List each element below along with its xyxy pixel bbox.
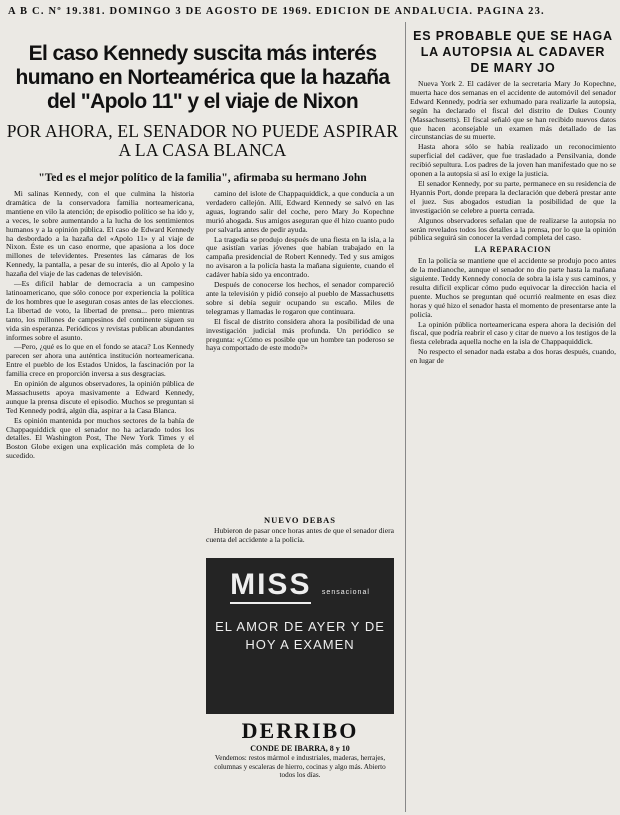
note-heading: NUEVO DEBAS bbox=[264, 515, 336, 525]
paragraph: La tragedia se produjo después de una fiesta en la isla, a la que asistían varias jóvenes que habían trabajado en la campaña presidencial de Robert Kennedy. Ted y sus amigos no avisaron a la policía hasta la mañana siguiente, cuando el cadáver había sido ya encontrado. bbox=[206, 234, 394, 280]
paragraph: El senador Kennedy, por su parte, permanece en su residencia de Hyannis Port, donde prepara la declaración que deberá prestar ante el juez. Sus abogados estudian la posibilidad de que la investigación se celebre a puerta cerrada. bbox=[410, 178, 616, 215]
paragraph: camino del islote de Chappaquiddick, a que conducía a un verdadero callejón. Allí, Edward Kennedy se salvó en las aguas, logrando salir del coche, pero Mary Jo Kopechne murió ahogada. Sus amigos aseguran que él hizo cuanto pudo por salvarla antes de pedir ayuda. bbox=[206, 190, 394, 234]
paragraph: En opinión de algunos observadores, la opinión pública de Massachusetts apoya masivamente a Edward Kennedy, aunque la prensa discute el episodio. Muchos se preguntan si Ted Kennedy podrá, algún día, aspirar a la Casa Blanca. bbox=[6, 379, 194, 415]
ad-description: Vendemos: restos mármol e industriales, maderas, herrajes, columnas y escaleras de hierro, cocinas y algo más. Abierto todos los días. bbox=[214, 754, 386, 779]
paragraph: En la policía se mantiene que el accidente se produjo poco antes de la medianoche, aunque el senador no dio parte hasta la mañana siguiente. Teddy Kennedy conocía de sobra la isla y sus caminos, y resulta difícil explicar cómo pudo equivocar la dirección hacia el puente. Muchos se preguntan qué ocurrió realmente en esas diez horas y qué hizo el senador hasta el momento de presentarse ante la policía. bbox=[410, 256, 616, 319]
paragraph: Mi salinas Kennedy, con el que culmina la historia dramática de la conservadora familia norteamericana, mantiene en vilo la atención; de episodio político se ha ido y, a veces, le sobre aumentando a la lucha de los sentimientos humanos y a la opinión pública. El caso de Edward Kennedy ha desbordado a la hazaña del «Apolo 11» y al viaje de Nixon. Éste es un caso enorme, que apasiona a los doce millones de televidentes. Presentes las cámaras de los Kennedy, la pantalla, a pesar de su interés, dio al Apolo y la hazaña del viaje de las cadenas de televisión. bbox=[6, 189, 194, 279]
ad-tagline: sensacional bbox=[321, 589, 370, 596]
side-article bbox=[405, 22, 616, 812]
paragraph: La opinión pública norteamericana espera ahora la decisión del fiscal, que podría reabrir el caso y citar de nuevo a los testigos de la fiesta celebrada aquella noche en la isla de Chappaquiddick. bbox=[410, 319, 616, 347]
ad-address: CONDE DE IBARRA, 8 y 10 bbox=[250, 744, 350, 753]
main-article bbox=[6, 22, 399, 812]
article-headline: El caso Kennedy suscita más interés humano en Norteamérica que la hazaña del "Apolo 11" y el viaje de Nixon bbox=[15, 42, 390, 113]
side-subheading: LA REPARACION bbox=[474, 245, 552, 255]
masthead: A B C. Nº 19.381. DOMINGO 3 DE AGOSTO DE 1969. EDICION DE ANDALUCIA. PAGINA 23. bbox=[8, 6, 545, 17]
ad-title-line-2: HOY A EXAMEN bbox=[245, 637, 355, 652]
article-subheadline: POR AHORA, EL SENADOR NO PUEDE ASPIRAR A LA CASA BLANCA bbox=[6, 121, 399, 160]
note-text: Hubieron de pasar once horas antes de que el senador diera cuenta del accidente a la policía. bbox=[206, 525, 394, 544]
paragraph: Nueva York 2. El cadáver de la secretaria Mary Jo Kopechne, muerta hace dos semanas en el accidente de automóvil del senador Edward Kennedy, podría ser exhumado para realizarle la autopsia, según ha declarado el fiscal del distrito de Dukes County (Massachusetts). El fiscal señaló que se han recibido nuevos datos que hacen aconsejable un examen más detallado de las circunstancias de su muerte. bbox=[410, 79, 616, 142]
advertisement bbox=[206, 558, 394, 788]
paragraph: —Pero, ¿qué es lo que en el fondo se ataca? Los Kennedy parecen ser ahora una auténtica institución norteamericana. Entre el pueblo de los Estados Unidos, la fascinación por la familia crece en proporción inversa a sus desgracias. bbox=[6, 342, 194, 379]
paragraph: —Es difícil hablar de democracia a un campesino latinoamericano, que sólo conoce por experiencia la política de los hombres que le aseguran cosas antes de las elecciones. La libertad de voto, la libertad de prensa... pero mientras tanto, los millones de campesinos del continente siguen su vida sin esperanza. Periódicos y revistas publican abundantes informes sobre el asunto. bbox=[6, 279, 194, 342]
article-kicker: "Ted es el mejor político de la familia", afirmaba su hermano John bbox=[38, 172, 367, 184]
article-columns bbox=[6, 190, 399, 810]
ad-company-name: DERRIBO bbox=[241, 718, 359, 743]
article-column-2 bbox=[206, 190, 394, 510]
side-footer: No respecto el senador nada estaba a dos horas después, cuando, en lugar de bbox=[410, 347, 616, 366]
ad-brand: MISS bbox=[230, 568, 311, 604]
paragraph: Hasta ahora sólo se había realizado un reconocimiento superficial del cadáver, que fue trasladado a Pensilvania, donde recibió sepultura. Los padres de la joven han manifestado que no se oponen a la autopsia si así lo exige la justicia. bbox=[410, 142, 616, 179]
paragraph: Después de conocerse los hechos, el senador compareció ante la televisión y pidió consejo al pueblo de Massachusetts sobre si debía seguir ocupando su escaño. Miles de telegramas y llamadas le rogaron que continuara. bbox=[206, 280, 394, 316]
ad-strip bbox=[206, 714, 394, 788]
paragraph: Algunos observadores señalan que de realizarse la autopsia no serán revelados todos los detalles a la prensa, por lo que la opinión pública seguirá sin conocer la verdad completa del caso. bbox=[410, 215, 616, 243]
side-body bbox=[410, 80, 616, 366]
note-box bbox=[206, 512, 394, 546]
paragraph: Es opinión mantenida por muchos sectores de la bahía de Chappaquiddick que el senador no ha aclarado todos los detalles. El Washington Post, The New York Times y el Boston Globe exigen una explicación más completa de lo sucedido. bbox=[6, 415, 194, 461]
ad-title-line-1: EL AMOR DE AYER Y DE bbox=[215, 619, 385, 634]
side-headline: ES PROBABLE QUE SE HAGA LA AUTOPSIA AL CADAVER DE MARY JO bbox=[413, 29, 613, 75]
article-column-1 bbox=[6, 190, 194, 462]
paragraph: El fiscal de distrito considera ahora la posibilidad de una investigación judicial más profunda. Un periódico se pregunta: «¿Cómo es posible que un hombre tan poderoso se haya comportado de este modo?» bbox=[206, 316, 394, 353]
